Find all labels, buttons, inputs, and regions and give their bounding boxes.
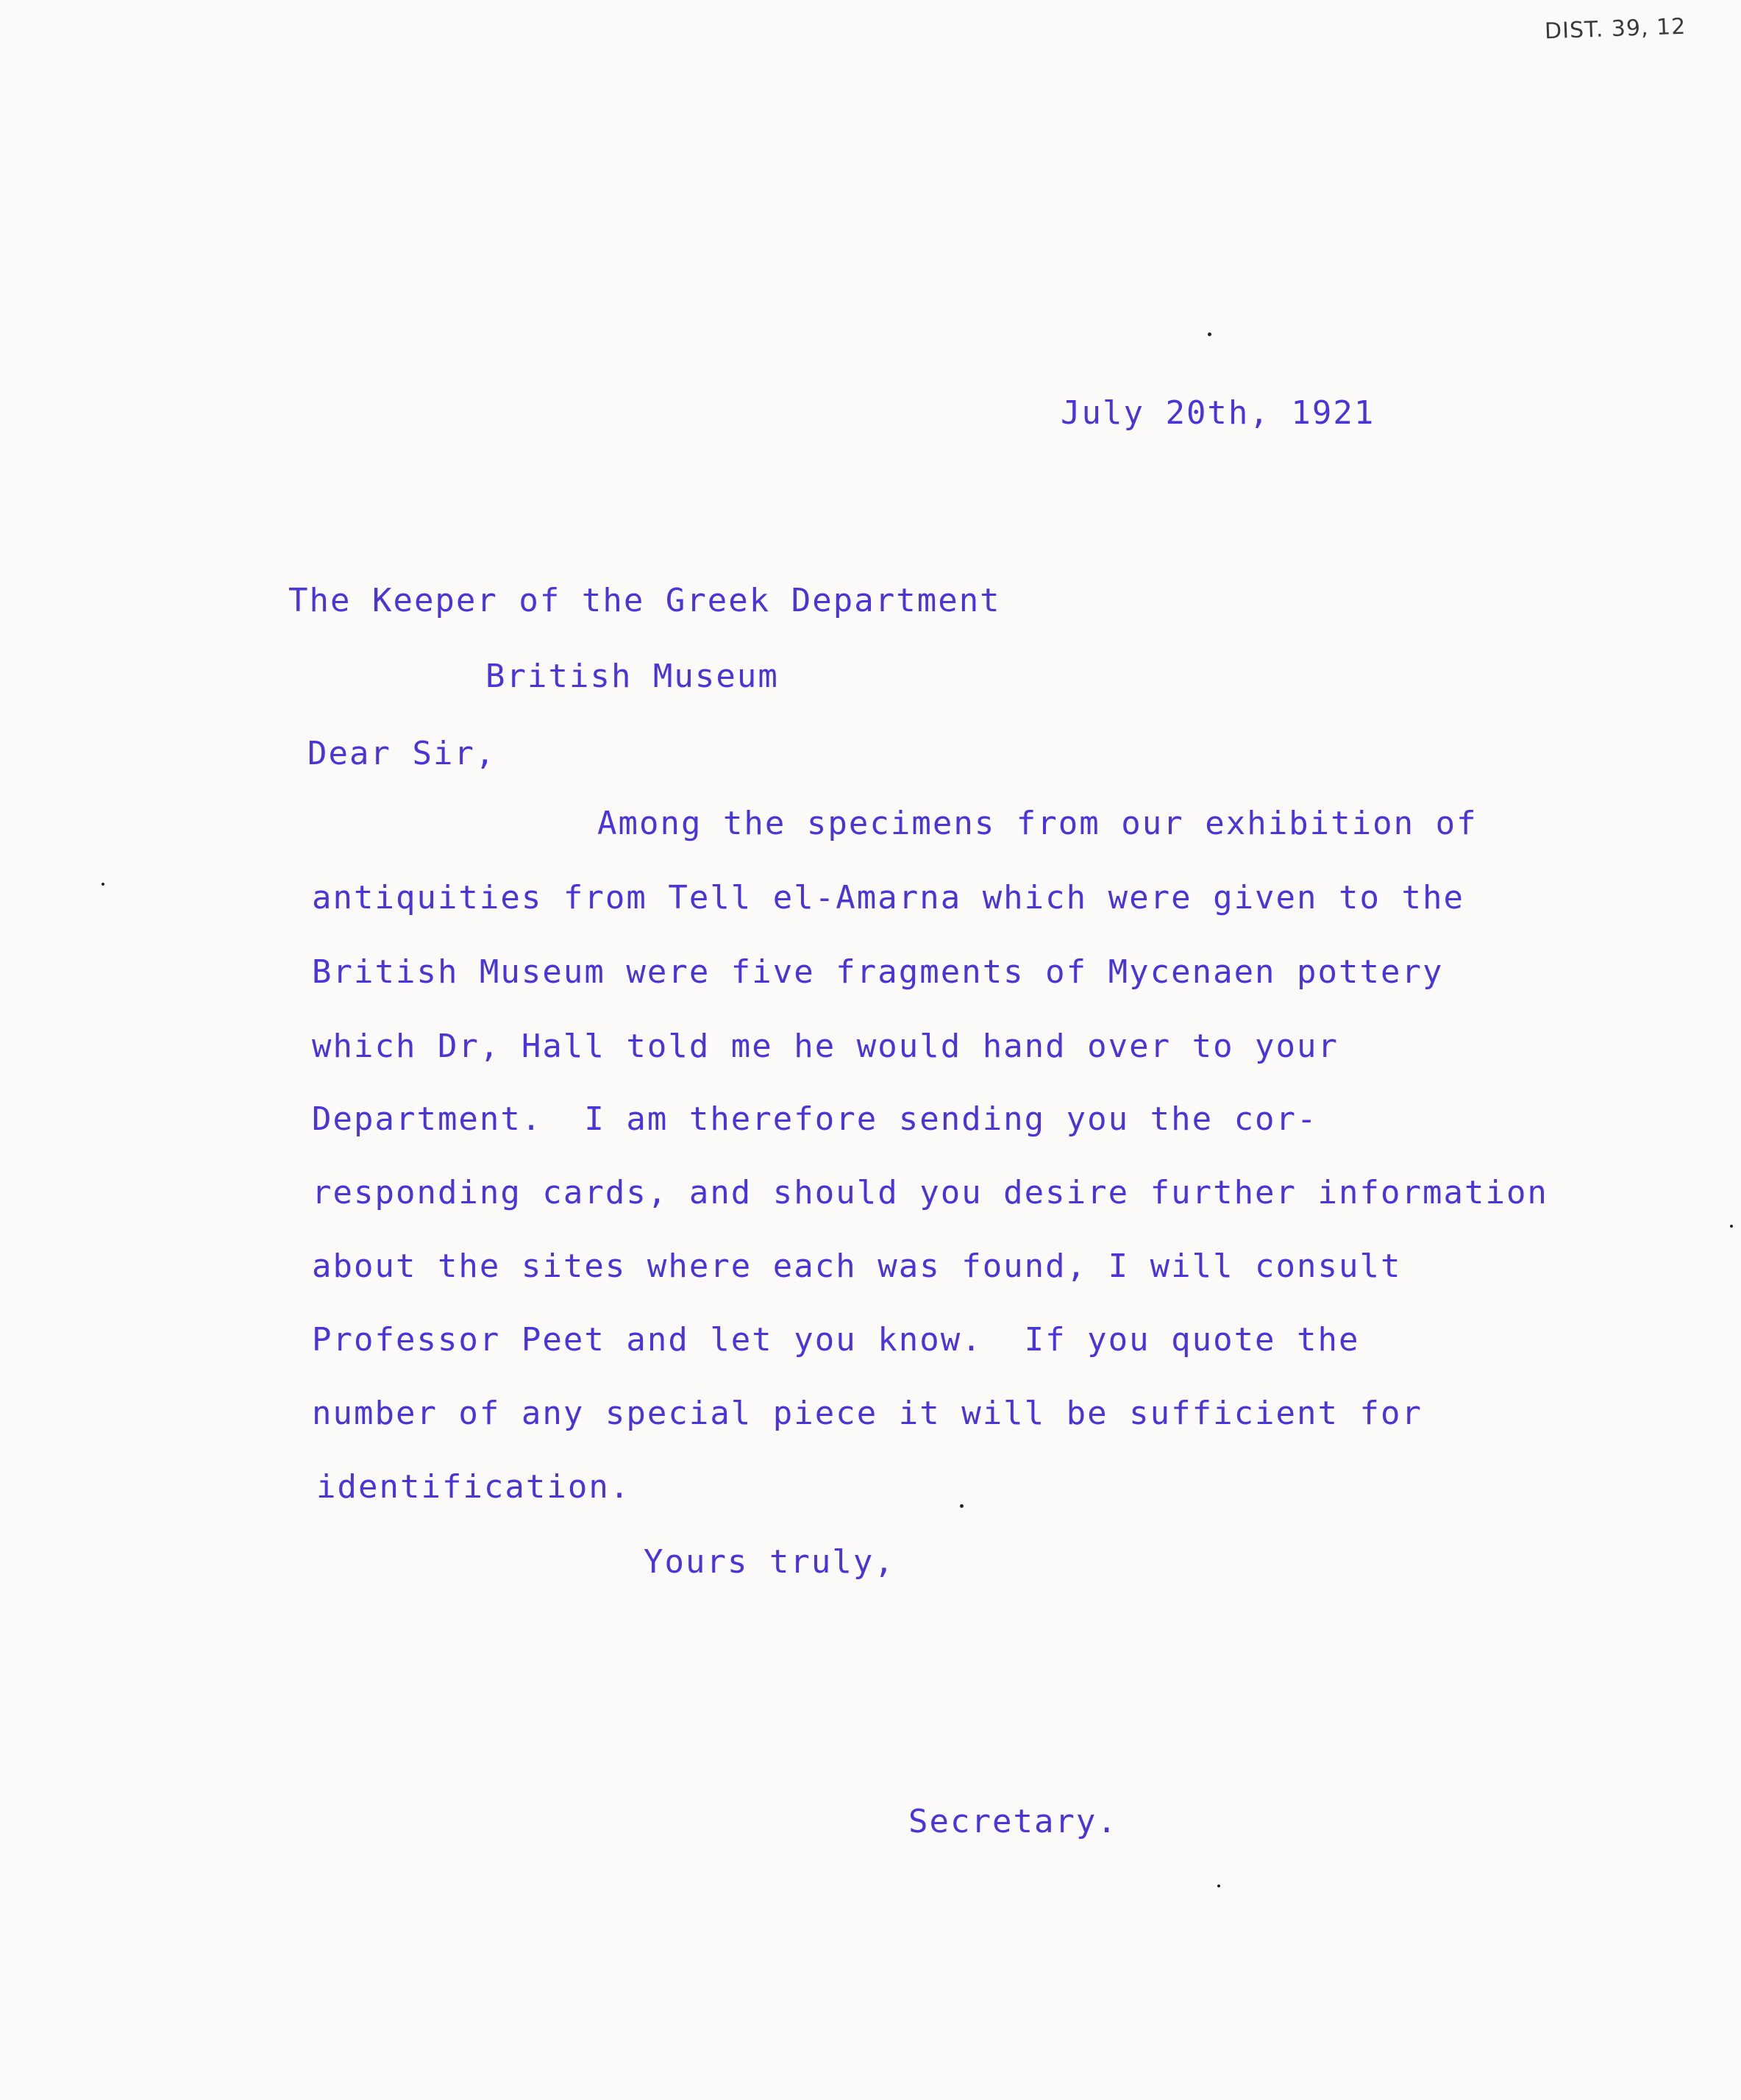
- signature-title: Secretary.: [908, 1803, 1118, 1840]
- body-line-1: Among the specimens from our exhibition of: [597, 805, 1478, 842]
- body-line-9: number of any special piece it will be sufficient for: [312, 1395, 1423, 1432]
- letter-date: July 20th, 1921: [1061, 394, 1375, 432]
- closing: Yours truly,: [644, 1543, 895, 1581]
- body-line-6: responding cards, and should you desire further information: [312, 1174, 1548, 1211]
- paper-speck: [1730, 1225, 1733, 1228]
- paper-speck: [960, 1504, 964, 1508]
- archive-reference: DIST. 39, 12: [1544, 13, 1687, 45]
- body-line-2: antiquities from Tell el-Amarna which were given to the: [312, 879, 1464, 916]
- body-line-3: British Museum were five fragments of Mycenaen pottery: [312, 953, 1444, 991]
- body-line-5: Department. I am therefore sending you the cor-: [312, 1100, 1318, 1138]
- body-line-4: which Dr, Hall told me he would hand over to your: [312, 1028, 1339, 1065]
- paper-speck: [1217, 1884, 1220, 1887]
- recipient-line-2: British Museum: [485, 658, 779, 695]
- body-line-8: Professor Peet and let you know. If you quote the: [312, 1321, 1360, 1359]
- body-line-10: identification.: [316, 1468, 631, 1506]
- salutation: Dear Sir,: [307, 735, 496, 772]
- recipient-line-1: The Keeper of the Greek Department: [288, 582, 1001, 619]
- body-line-7: about the sites where each was found, I will consult: [312, 1247, 1402, 1285]
- paper-speck: [1208, 332, 1211, 336]
- paper-speck: [102, 883, 104, 886]
